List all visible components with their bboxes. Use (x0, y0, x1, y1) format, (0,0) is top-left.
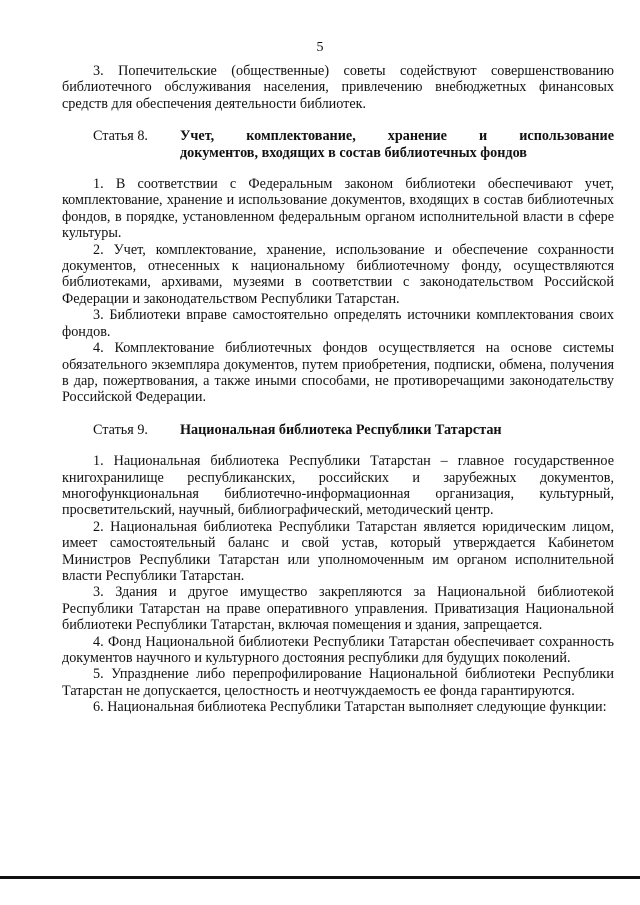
paragraph: 4. Фонд Национальной библиотеки Республики Татарстан обеспечивает сохранность документов научного и культурного достояния республики для будущих поколений. (62, 633, 614, 666)
paragraph: 3. Здания и другое имущество закрепляются за Национальной библиотекой Республики Татарстан на праве оперативного управления. Приватизация Национальной библиотеки Республики Татарстан, включая помещения и здания, запрещается. (62, 584, 614, 634)
page-number: 5 (316, 40, 324, 55)
paragraph: 3. Попечительские (общественные) советы содействуют совершенствованию библиотечного обслуживания населения, привлечению внебюджетных финансовых средств для обеспечения деятельности библиотек. (62, 63, 614, 112)
article-title: Национальная библиотека Республики Татарстан (180, 421, 502, 438)
article-heading (62, 128, 614, 161)
article-heading (62, 422, 614, 438)
paragraph: 4. Комплектование библиотечных фондов осуществляется на основе системы обязательного экземпляра документов, путем приобретения, подписки, обмена, получения в дар, пожертвования, а также иными способами, не противоречащими законодательству Российской Федерации. (62, 340, 614, 406)
article-number: Статья 8. (93, 128, 148, 145)
paragraph: 3. Библиотеки вправе самостоятельно определять источники комплектования своих фондов. (62, 307, 614, 340)
paragraph: 2. Учет, комплектование, хранение, использование и обеспечение сохранности документов, отнесенных к национальному библиотечному фонду, осуществляются библиотеками, архивами, музеями в соответствии с законодательством Российской Федерации и законодательством Республики Татарстан. (62, 241, 614, 307)
paragraph: 1. В соответствии с Федеральным законом библиотеки обеспечивают учет, комплектование, хранение и использование документов, входящих в состав библиотечных фондов, в порядке, установленном федеральным органом исполнительной власти в сфере культуры. (62, 176, 614, 242)
article-title-line: документов, входящих в состав библиотечных фондов (180, 144, 527, 161)
article-title (180, 128, 614, 161)
paragraph: 1. Национальная библиотека Республики Татарстан – главное государственное книгохранилище республиканских, российских и зарубежных документов, многофункциональная библиотечно-информационная организация, культурный, просветительский, научный, библиографический, методический центр. (62, 453, 614, 519)
document-body (62, 63, 614, 716)
article-number: Статья 9. (93, 421, 148, 438)
article-title-line: Учет, комплектование, хранение и использование (180, 128, 614, 145)
paragraph: 5. Упразднение либо перепрофилирование Национальной библиотеки Республики Татарстан не допускается, целостность и неотчуждаемость ее фонда гарантируются. (62, 666, 614, 699)
scan-bottom-edge (0, 876, 640, 879)
paragraph: 6. Национальная библиотека Республики Татарстан выполняет следующие функции: (93, 699, 607, 716)
paragraph: 2. Национальная библиотека Республики Татарстан является юридическим лицом, имеет самостоятельный баланс и свой устав, который утверждается Кабинетом Министров Республики Татарстан или уполномоченным им органом исполнительной власти Республики Татарстан. (62, 518, 614, 584)
